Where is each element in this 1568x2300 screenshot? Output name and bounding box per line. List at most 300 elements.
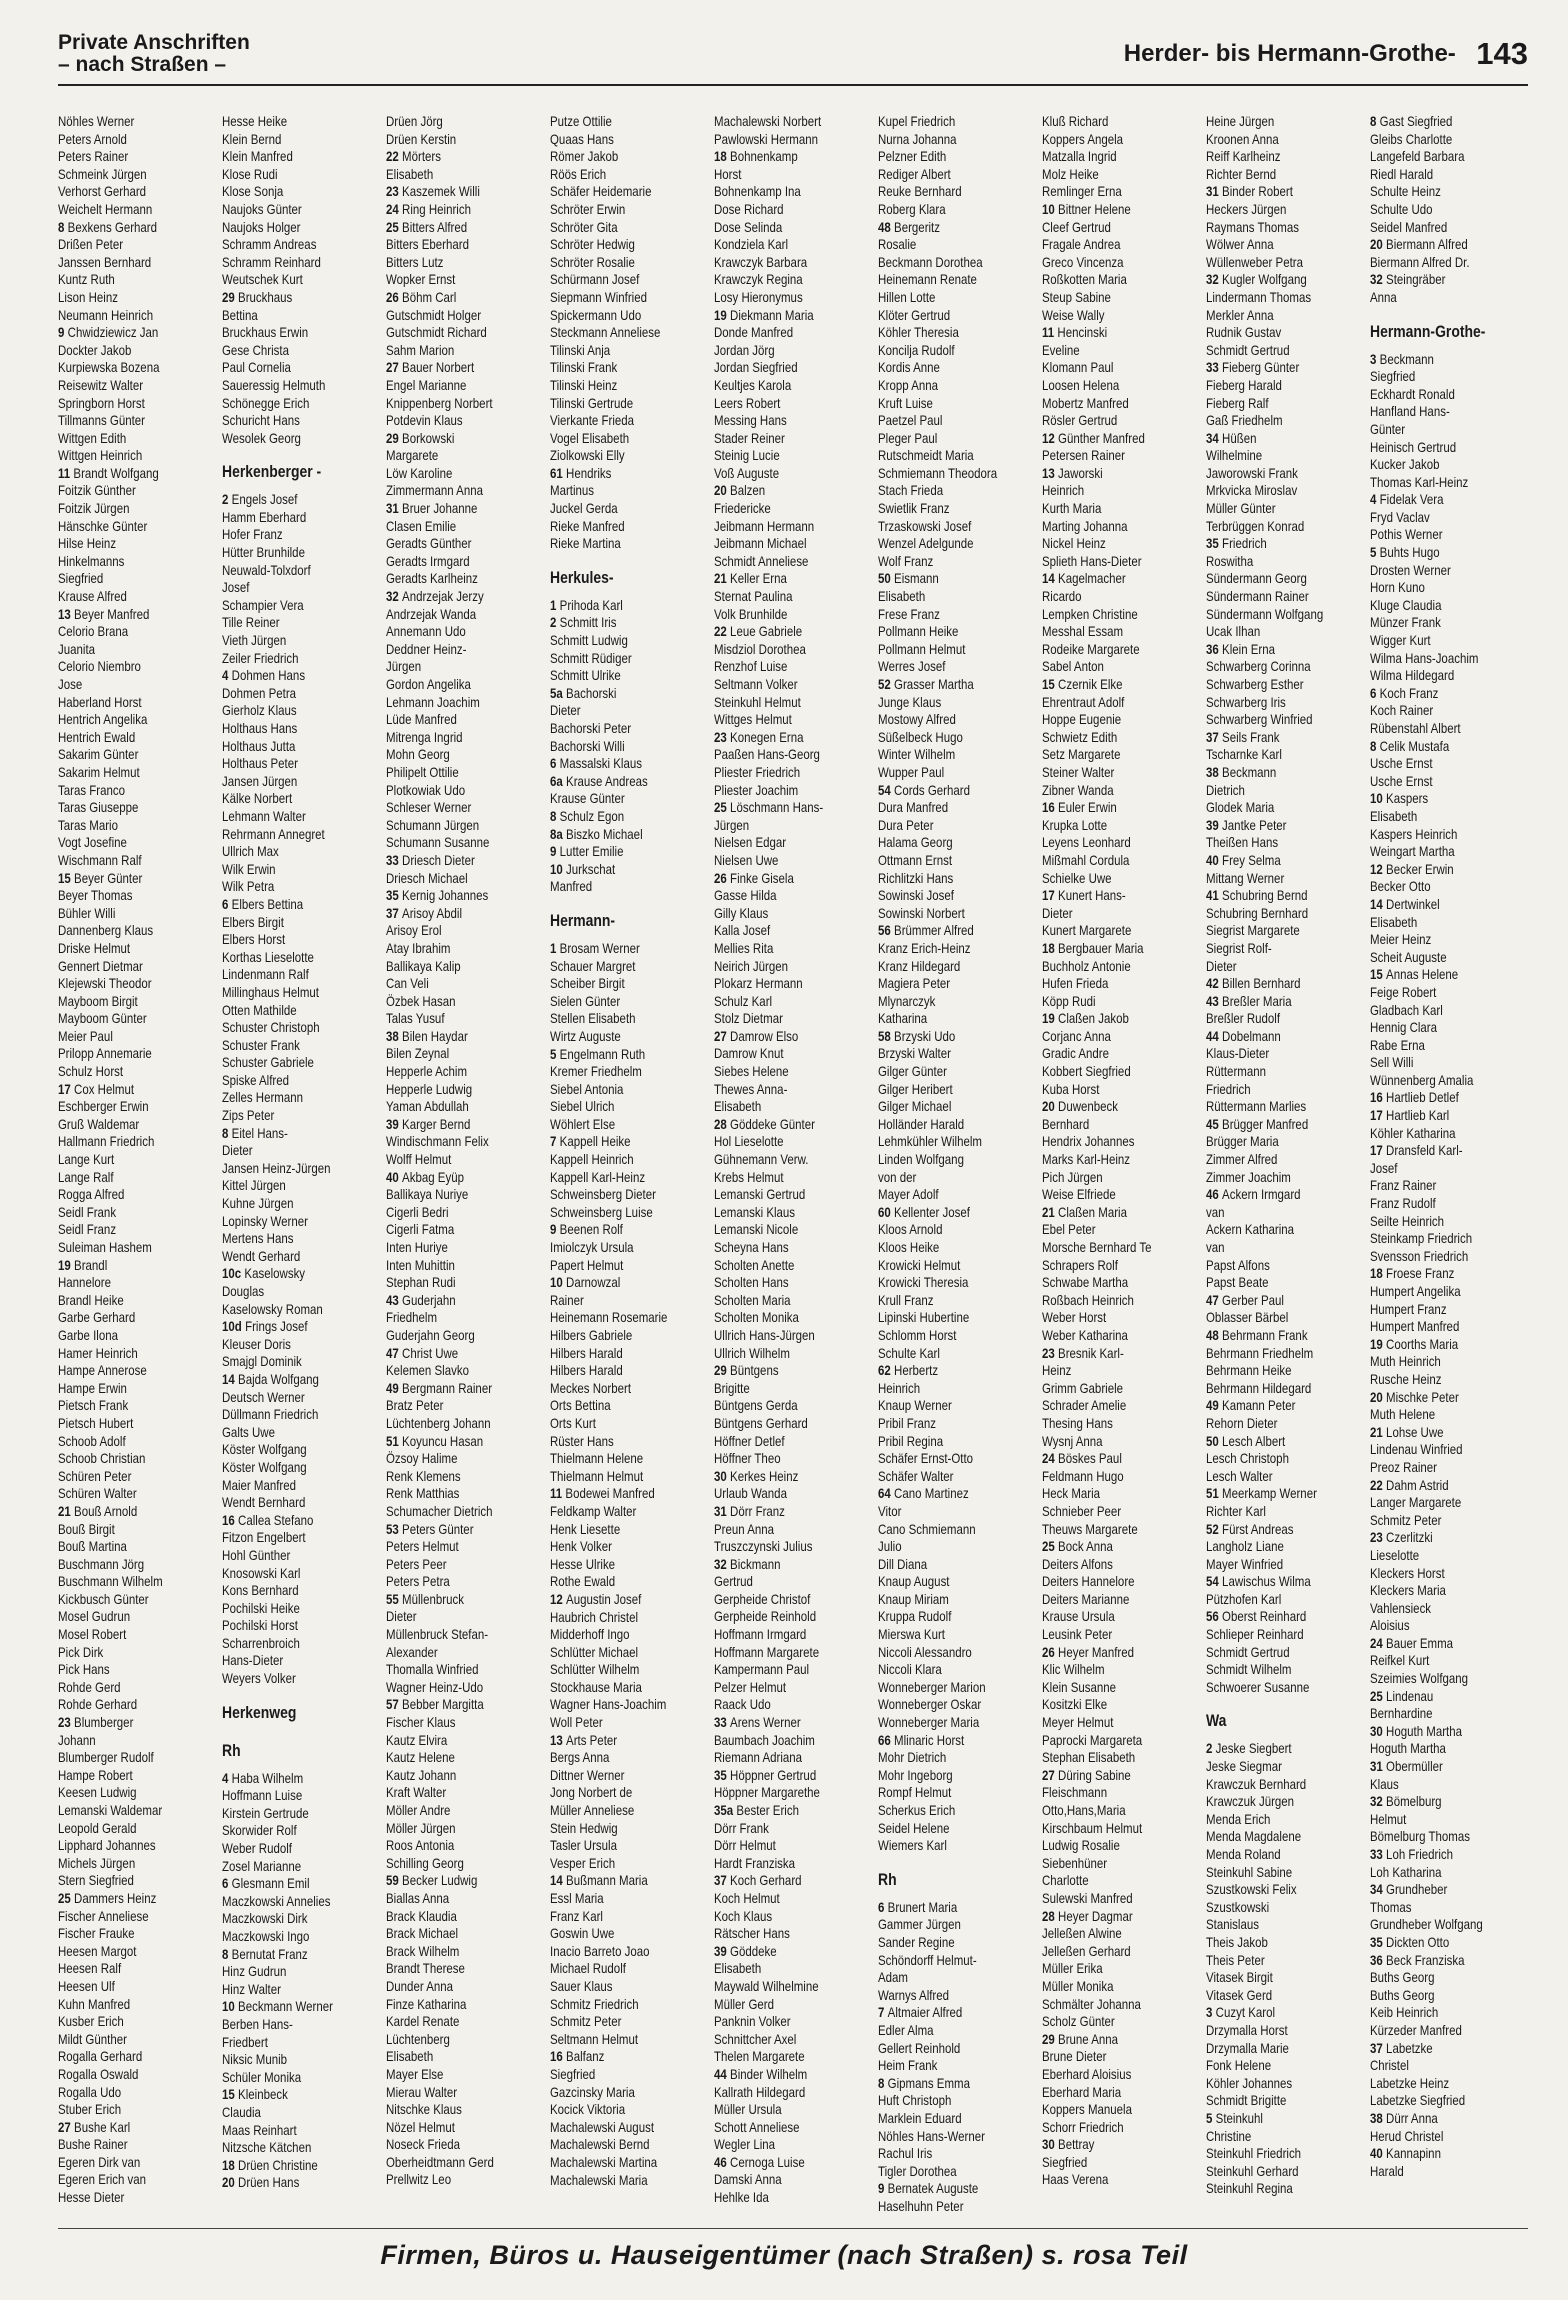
- resident-name: Büntgens Gerda: [714, 1397, 798, 1414]
- resident-entry: [1042, 219, 1176, 237]
- resident-entry: [58, 518, 192, 536]
- resident-name: Elbers Horst: [222, 931, 286, 948]
- resident-entry: [386, 1116, 520, 1134]
- resident-name: Krebs Helmut: [714, 1168, 784, 1185]
- resident-entry: [386, 289, 520, 307]
- resident-name: Rätscher Hans: [714, 1925, 790, 1942]
- resident-name: Hesse Ulrike: [550, 1555, 616, 1572]
- resident-name: Beckmann: [1222, 763, 1277, 780]
- house-number: 30: [1042, 2136, 1055, 2153]
- resident-name: Bachorski Peter: [550, 720, 632, 736]
- resident-name: Pliester Joachim: [714, 781, 799, 798]
- resident-name: Köhler Johannes: [1206, 2074, 1293, 2091]
- resident-name: Siegrist Margarete: [1206, 922, 1300, 939]
- resident-name: Lemanski Waldemar: [58, 1802, 163, 1818]
- house-number: 48: [878, 218, 891, 235]
- resident-name: Siegfried: [1042, 2153, 1088, 2170]
- resident-name: Schuster Frank: [222, 1036, 300, 1053]
- house-number: 3: [1370, 350, 1377, 367]
- resident-entry: [386, 1626, 520, 1644]
- resident-name: Grundheber: [1386, 1881, 1448, 1898]
- resident-entry: [1042, 764, 1176, 782]
- resident-name: Frese Franz: [878, 605, 940, 622]
- resident-entry: [58, 1380, 192, 1398]
- resident-entry: [222, 984, 356, 1002]
- resident-name: Bergs Anna: [550, 1749, 610, 1766]
- resident-entry: [1206, 1116, 1340, 1134]
- resident-entry: [1042, 570, 1176, 588]
- resident-entry: [386, 271, 520, 289]
- resident-name: Jantke Peter: [1222, 816, 1287, 833]
- resident-entry: [386, 1133, 520, 1151]
- resident-entry: [714, 412, 848, 430]
- resident-entry: [878, 553, 1012, 571]
- resident-name: Bajda Wolfgang: [238, 1370, 319, 1387]
- resident-name: Rutschmeidt Maria: [878, 447, 974, 464]
- resident-name: Schmälter Johanna: [1042, 1995, 1141, 2012]
- resident-entry: [1370, 826, 1504, 844]
- resident-name: Cigerli Bedri: [386, 1203, 449, 1220]
- resident-entry: [714, 975, 848, 993]
- house-number: 58: [878, 1027, 891, 1044]
- resident-entry: [878, 342, 1012, 360]
- resident-entry: [386, 1345, 520, 1363]
- resident-entry: [386, 1784, 520, 1802]
- resident-entry: [1206, 2040, 1340, 2058]
- resident-entry: [1042, 2031, 1176, 2049]
- resident-entry: [58, 570, 192, 588]
- resident-name: Maczkowski Ingo: [222, 1928, 310, 1944]
- resident-name: Bernutat Franz: [231, 1945, 308, 1962]
- resident-name: Preun Anna: [714, 1520, 775, 1537]
- resident-entry: [878, 870, 1012, 888]
- house-number: 33: [1370, 1846, 1383, 1862]
- resident-name: Ballikaya Nuriye: [386, 1186, 469, 1203]
- resident-name: Brack Wilhelm: [386, 1942, 460, 1959]
- resident-name: Pawlowski Hermann: [714, 130, 818, 147]
- resident-name: Schäfer Heidemarie: [550, 183, 652, 200]
- resident-entry: [550, 430, 684, 448]
- resident-entry: [58, 1116, 192, 1134]
- resident-entry: [550, 1996, 684, 2014]
- resident-entry: [550, 1292, 684, 1310]
- resident-entry: [1206, 1916, 1340, 1934]
- resident-entry: [1042, 975, 1176, 993]
- house-number: 27: [714, 1027, 727, 1044]
- resident-entry: [714, 1591, 848, 1609]
- resident-name: Steinig Lucie: [714, 447, 780, 464]
- resident-name: Kelemen Slavko: [386, 1362, 469, 1379]
- resident-entry: [1042, 1872, 1176, 1890]
- resident-entry: [714, 1010, 848, 1028]
- resident-name: Koch Franz: [1379, 684, 1439, 701]
- resident-name: Kampermann Paul: [714, 1661, 810, 1678]
- resident-entry: [1206, 1063, 1340, 1081]
- resident-name: Thielmann Helene: [550, 1450, 644, 1467]
- resident-entry: [550, 219, 684, 237]
- resident-name: Lindenmann Ralf: [222, 966, 309, 983]
- resident-entry: [58, 553, 192, 571]
- resident-entry: [386, 201, 520, 219]
- house-number: 31: [1206, 183, 1219, 200]
- resident-name: Halama Georg: [878, 834, 953, 851]
- resident-entry: [714, 1872, 848, 1890]
- resident-entry: [714, 482, 848, 500]
- resident-name: Franz Rainer: [1370, 1177, 1437, 1194]
- resident-name: Guderjahn Georg: [386, 1326, 475, 1343]
- resident-name: Kamann Peter: [1222, 1397, 1296, 1414]
- resident-entry: [714, 307, 848, 325]
- resident-name: Meerkamp Werner: [1222, 1485, 1317, 1502]
- resident-entry: [714, 2154, 848, 2172]
- resident-entry: [1206, 1468, 1340, 1486]
- resident-name: Sakarim Günter: [58, 746, 139, 763]
- resident-name: Altmaier Alfred: [887, 2004, 963, 2021]
- resident-entry: [386, 1274, 520, 1292]
- resident-entry: [1206, 289, 1340, 307]
- resident-name: Schrader Amelie: [1042, 1397, 1127, 1414]
- resident-entry: [878, 1802, 1012, 1820]
- resident-name: Rogalla Udo: [58, 2083, 122, 2100]
- resident-name: Schnieber Peer: [1042, 1502, 1122, 1519]
- resident-entry: [878, 2180, 1012, 2198]
- resident-entry: [550, 324, 684, 342]
- resident-name: Röös Erich: [550, 165, 607, 182]
- resident-entry: [222, 1265, 356, 1283]
- resident-name: Pribil Franz: [878, 1414, 937, 1431]
- resident-name: Rudnik Gustav: [1206, 324, 1282, 341]
- resident-entry: [550, 1538, 684, 1556]
- resident-name: Wolff Helmut: [386, 1151, 452, 1168]
- resident-name: Wonneberger Oskar: [878, 1696, 982, 1713]
- resident-name: Damrow Knut: [714, 1045, 784, 1062]
- house-number: 33: [386, 851, 399, 868]
- resident-entry: [878, 1969, 1012, 1987]
- house-number: 37: [1206, 728, 1219, 745]
- resident-entry: [550, 975, 684, 993]
- house-number: 66: [878, 1731, 891, 1748]
- resident-name: Kirschbaum Helmut: [1042, 1819, 1143, 1836]
- resident-entry: [222, 1089, 356, 1107]
- resident-entry: [58, 641, 192, 659]
- resident-entry: [714, 1573, 848, 1591]
- resident-entry: [58, 2013, 192, 2031]
- resident-name: Bruer Johanne: [402, 500, 478, 517]
- resident-entry: [222, 430, 356, 448]
- resident-name: Friedhelm: [386, 1309, 438, 1326]
- resident-name: Klein Manfred: [222, 148, 293, 165]
- resident-entry: [1206, 1556, 1340, 1574]
- resident-entry: [58, 1644, 192, 1662]
- resident-name: Siebel Antonia: [550, 1080, 624, 1097]
- resident-name: Rothe Ewald: [550, 1573, 616, 1590]
- resident-entry: [1042, 553, 1176, 571]
- resident-name: Nurna Johanna: [878, 130, 957, 147]
- house-number: 9: [550, 1221, 557, 1238]
- resident-entry: [714, 1415, 848, 1433]
- resident-entry: [1042, 1204, 1176, 1222]
- resident-entry: [550, 1485, 684, 1503]
- house-number: 13: [550, 1731, 563, 1748]
- resident-name: Pochilski Horst: [222, 1617, 298, 1634]
- resident-entry: [878, 817, 1012, 835]
- resident-entry: [386, 2119, 520, 2137]
- resident-name: Brügger Manfred: [1222, 1115, 1309, 1132]
- resident-name: Elbers Birgit: [222, 913, 284, 930]
- house-number: 30: [1370, 1722, 1383, 1739]
- resident-entry: [714, 395, 848, 413]
- resident-name: Müller Monika: [1042, 1977, 1114, 1994]
- resident-entry: [714, 1908, 848, 1926]
- resident-name: Schumann Jürgen: [386, 816, 480, 833]
- resident-name: Rodeike Margarete: [1042, 640, 1140, 657]
- house-number: 43: [386, 1291, 399, 1308]
- resident-entry: [1206, 993, 1340, 1011]
- resident-entry: [58, 2154, 192, 2172]
- resident-entry: [714, 834, 848, 852]
- resident-name: Schleser Werner: [386, 799, 472, 816]
- resident-name: Koch Klaus: [714, 1907, 773, 1924]
- resident-name: Weichelt Hermann: [58, 200, 153, 217]
- resident-name: Wonneberger Maria: [878, 1714, 980, 1731]
- resident-name: Hesse Dieter: [58, 2189, 125, 2206]
- resident-entry: [550, 1169, 684, 1187]
- resident-entry: [58, 166, 192, 184]
- resident-entry: [1206, 465, 1340, 483]
- resident-entry: [1042, 236, 1176, 254]
- resident-entry: [222, 914, 356, 932]
- house-number: 41: [1206, 887, 1219, 904]
- house-number: 16: [550, 2048, 563, 2065]
- resident-name: Fragale Andrea: [1042, 236, 1121, 253]
- house-number: 55: [386, 1590, 399, 1607]
- resident-name: Kuhn Manfred: [58, 1995, 131, 2012]
- house-number: 10: [222, 1998, 235, 2015]
- resident-name: Scholz Günter: [1042, 2013, 1115, 2030]
- resident-entry: [1370, 1072, 1504, 1090]
- resident-entry: [550, 1960, 684, 1978]
- resident-name: Nöhles Werner: [58, 113, 135, 129]
- resident-name: Gasse Hilda: [714, 887, 777, 904]
- resident-entry: [1370, 878, 1504, 896]
- resident-entry: [714, 500, 848, 518]
- resident-name: Hoffmann Irmgard: [714, 1626, 807, 1643]
- resident-entry: [550, 1784, 684, 1802]
- house-number: 25: [1042, 1538, 1055, 1555]
- resident-name: Drzymalla Marie: [1206, 2039, 1289, 2056]
- resident-name: Kannapinn: [1386, 2145, 1441, 2162]
- resident-entry: [222, 1477, 356, 1495]
- resident-name: Hendriks: [566, 464, 612, 481]
- house-number: 14: [550, 1872, 563, 1889]
- resident-name: Wopker Ernst: [386, 271, 456, 288]
- resident-entry: [550, 1151, 684, 1169]
- resident-name: Zelles Hermann: [222, 1089, 304, 1106]
- resident-entry: [1370, 1389, 1504, 1407]
- house-number: 8: [58, 218, 65, 235]
- resident-name: Kloos Heike: [878, 1239, 940, 1255]
- resident-name: Thomas Karl-Heinz: [1370, 473, 1469, 490]
- resident-name: Steinkuhl Sabine: [1206, 1863, 1293, 1880]
- resident-name: Kleckers Horst: [1370, 1564, 1445, 1581]
- house-number: 49: [386, 1379, 399, 1396]
- house-number: 22: [1370, 1476, 1383, 1493]
- resident-entry: [222, 2051, 356, 2069]
- resident-entry: [222, 1670, 356, 1688]
- resident-name: Wolf Franz: [878, 552, 934, 569]
- resident-entry: [1042, 1591, 1176, 1609]
- resident-entry: [222, 1160, 356, 1178]
- resident-entry: [550, 1908, 684, 1926]
- resident-name: Beckmann Werner: [238, 1998, 333, 2015]
- resident-entry: [1370, 1864, 1504, 1882]
- resident-entry: [222, 1910, 356, 1928]
- resident-name: Bodewei Manfred: [565, 1485, 655, 1502]
- resident-name: Kuhne Jürgen: [222, 1195, 294, 1212]
- resident-entry: [1370, 351, 1504, 369]
- resident-name: Wagner Hans-Joachim: [550, 1696, 667, 1713]
- resident-entry: [58, 870, 192, 888]
- resident-name: Zimmer Alfred: [1206, 1151, 1278, 1168]
- resident-name: Günter: [1370, 420, 1406, 437]
- resident-entry: [878, 1767, 1012, 1785]
- house-number: 32: [386, 588, 399, 605]
- resident-entry: [714, 799, 848, 817]
- resident-name: Fürst Andreas: [1222, 1520, 1294, 1537]
- resident-entry: [1370, 1916, 1504, 1934]
- resident-entry: [714, 2119, 848, 2137]
- resident-entry: [1206, 922, 1340, 940]
- resident-entry: [386, 1679, 520, 1697]
- resident-name: Can Veli: [386, 975, 429, 992]
- resident-name: Cleef Gertrud: [1042, 218, 1111, 235]
- resident-name: Schlieper Reinhard: [1206, 1626, 1304, 1643]
- resident-entry: [550, 2119, 684, 2137]
- resident-entry: [714, 1186, 848, 1204]
- resident-entry: [714, 694, 848, 712]
- house-number: 17: [1370, 1107, 1383, 1124]
- resident-name: Seltmann Helmut: [550, 2030, 639, 2047]
- resident-name: Hardt Franziska: [714, 1854, 796, 1871]
- resident-name: Hepperle Ludwig: [386, 1080, 473, 1097]
- resident-name: Schott Anneliese: [714, 2118, 800, 2135]
- resident-entry: [1206, 1380, 1340, 1398]
- resident-entry: [714, 1204, 848, 1222]
- resident-name: Schönegge Erich: [222, 394, 310, 411]
- house-number: 2: [1206, 1740, 1213, 1757]
- resident-name: Gutschmidt Richard: [386, 324, 487, 341]
- resident-entry: [878, 465, 1012, 483]
- resident-name: Schwarberg Corinna: [1206, 658, 1311, 675]
- resident-entry: [878, 975, 1012, 993]
- resident-name: Hampe Robert: [58, 1766, 133, 1783]
- resident-entry: [550, 597, 684, 615]
- resident-name: van: [1206, 1203, 1225, 1220]
- resident-name: Schubring Bernd: [1222, 887, 1308, 904]
- resident-entry: [58, 1679, 192, 1697]
- resident-entry: [550, 271, 684, 289]
- resident-name: Huft Christoph: [878, 2092, 952, 2109]
- resident-name: Talas Yusuf: [386, 1010, 445, 1027]
- resident-entry: [222, 2139, 356, 2157]
- resident-entry: [550, 1309, 684, 1327]
- resident-name: Stuber Erich: [58, 2101, 122, 2118]
- resident-name: Merkler Anna: [1206, 306, 1274, 323]
- resident-name: Cano Martinez: [894, 1485, 969, 1502]
- resident-name: Lange Kurt: [58, 1151, 115, 1168]
- resident-name: Meckes Norbert: [550, 1379, 632, 1396]
- resident-entry: [386, 1749, 520, 1767]
- resident-name: Haas Verena: [1042, 2171, 1109, 2188]
- resident-entry: [1042, 658, 1176, 676]
- resident-name: Wilhelmine: [1206, 447, 1263, 464]
- resident-entry: [550, 500, 684, 518]
- house-number: 8: [222, 1124, 229, 1141]
- resident-entry: [714, 940, 848, 958]
- resident-name: Leyens Leonhard: [1042, 834, 1131, 851]
- house-number: 14: [1370, 895, 1383, 912]
- resident-name: Lempken Christine: [1042, 605, 1138, 622]
- resident-name: Pollmann Helmut: [878, 640, 966, 657]
- resident-name: Bitters Alfred: [402, 218, 468, 235]
- resident-entry: [1042, 641, 1176, 659]
- resident-entry: [878, 1415, 1012, 1433]
- resident-name: Sakarim Helmut: [58, 763, 140, 780]
- resident-name: Bebber Margitta: [402, 1696, 484, 1713]
- resident-entry: [1206, 2075, 1340, 2093]
- resident-entry: [714, 465, 848, 483]
- resident-name: Schwarberg Winfried: [1206, 711, 1313, 728]
- resident-entry: [714, 1397, 848, 1415]
- resident-entry: [1206, 764, 1340, 782]
- resident-name: Kappell Heike: [559, 1133, 631, 1150]
- house-number: 25: [714, 799, 727, 816]
- resident-name: Brigitte: [714, 1379, 750, 1396]
- resident-name: Schmitt Ludwig: [550, 632, 628, 649]
- resident-entry: [58, 2031, 192, 2049]
- resident-name: Kunert Margarete: [1042, 922, 1132, 939]
- resident-entry: [1042, 1503, 1176, 1521]
- resident-name: Peters Arnold: [58, 130, 127, 147]
- resident-entry: [58, 711, 192, 729]
- resident-name: Schoob Christian: [58, 1450, 146, 1467]
- resident-entry: [222, 579, 356, 597]
- resident-entry: [1370, 614, 1504, 632]
- resident-name: Christine: [1206, 2127, 1252, 2144]
- resident-entry: [878, 518, 1012, 536]
- resident-entry: [550, 667, 684, 685]
- resident-name: Schoob Adolf: [58, 1432, 126, 1449]
- resident-entry: [878, 359, 1012, 377]
- street-heading: Hermann-: [550, 910, 616, 930]
- resident-name: Bernhardine: [1370, 1705, 1433, 1722]
- resident-entry: [1370, 579, 1504, 597]
- resident-name: Schwarberg Esther: [1206, 676, 1304, 692]
- resident-entry: [1042, 1397, 1176, 1415]
- resident-entry: [1206, 1591, 1340, 1609]
- house-number: 11: [58, 464, 71, 481]
- resident-name: Büntgens Gerhard: [714, 1414, 808, 1431]
- resident-name: Deddner Heinz-: [386, 640, 467, 657]
- resident-name: Roßkotten Maria: [1042, 271, 1127, 288]
- resident-entry: [714, 817, 848, 835]
- resident-name: Bushe Rainer: [58, 2136, 128, 2153]
- resident-name: Drzymalla Horst: [1206, 2021, 1288, 2038]
- resident-name: Deutsch Werner: [222, 1388, 305, 1405]
- resident-entry: [714, 2013, 848, 2031]
- resident-entry: [222, 377, 356, 395]
- resident-entry: [1206, 1573, 1340, 1591]
